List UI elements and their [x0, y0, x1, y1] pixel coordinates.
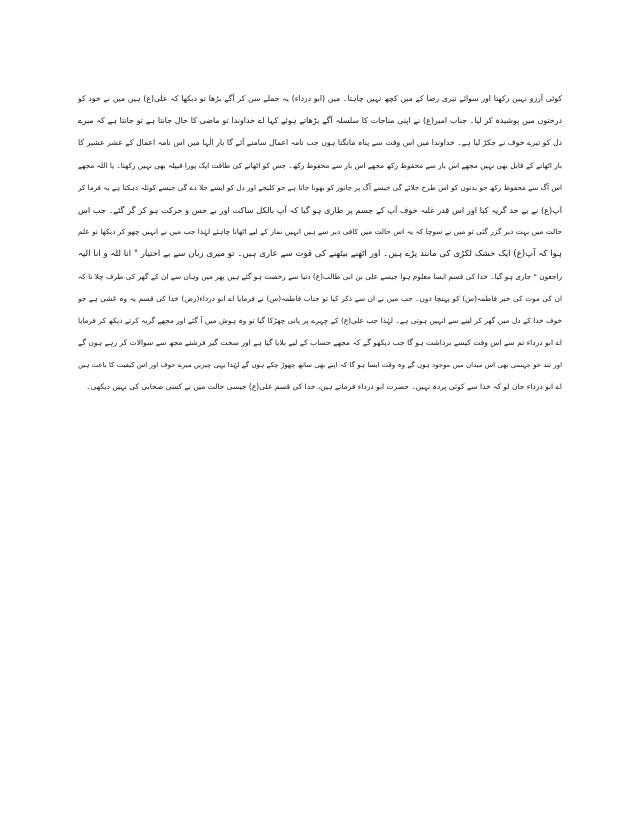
- text-line: درختوں میں پوشیدہ کر لیا۔ جناب امیر(ع) نے اپنی مناجات کا سلسلہ آگے بڑھاتے ہوئے کہا اے خداوندا تو ماضی کا حال جانتا ہے تو جانتا ہے کہ میرے: [78, 116, 562, 126]
- text-line: ہوا کہ آپ(ع) ایک خشک لکڑی کی مانند پڑے ہیں۔ اور اٹھنے بیٹھنے کی قوت سے عاری ہیں۔ تو میری زبان سے بے اختیار " انا للہ و انا الیہ: [78, 249, 562, 260]
- text-line: کوئی آرزو نہیں رکھتا اور سوائے تیری رضا کے میں کچھ نہیں چاہتا۔ میں (ابو درداء) یہ جملے سن کر آگے بڑھا تو دیکھا کہ علی(ع) ہیں میں نے خود کو: [78, 94, 562, 103]
- text-line: ان کی موت کی خبر فاطمہ(س) کو پہنچا دوں۔ جب میں نے ان سے ذکر کیا تو جناب فاطمہ(س) نے فرمایا اے ابو درداء(رض) خدا کی قسم یہ وہ غشی ہے جو: [78, 293, 562, 303]
- text-line: اے ابو درداء جان لو کہ خدا سے کوئی پردہ نہیں۔ حضرت ابو درداء فرماتے ہیں، خدا کی قسم علی(ع) جیسی حالت میں نے کسی صحابی کی نہیں دیکھی۔: [86, 382, 562, 392]
- text-line: اور تند خو جہنمی بھی اس میدان میں موجود ہوں گے وہ وقت ایسا ہو گا کہ اپنے بھی ساتھ چھوڑ چکے ہوں گے لہٰذا یہی چیزیں میرے خوف اور اس کیفیت کا باعث ہیں: [78, 361, 562, 370]
- urdu-text-body: [78, 88, 562, 399]
- text-line: حالت میں بہت دیر گزر گئی تو میں نے سوچا کہ یہ اس حالت میں کافی دیر سے ہیں انہیں نماز کے لیے اٹھانا چاہئے لہٰذا جب میں نے انہیں چھو کر دیکھا تو علم: [78, 227, 562, 237]
- text-line: بار اٹھانے کے قابل بھی نہیں مجھے اس بار سے محفوظ رکھ مجھے اس بار سے محفوظ رکھ۔ جس کو اٹھانے کی طاقت ایک پورا قبیلہ بھی نہیں رکھتا۔ یا اللہ مجھے: [78, 160, 562, 170]
- text-line: راجعون " جاری ہو گیا۔ خدا کی قسم ایسا معلوم ہوا جیسے علی بن ابی طالب(ع) دنیا سے رخصت ہو گئے ہیں پھر میں وہاں سے ان کے گھر کی طرف چلا تا کہ: [78, 271, 562, 281]
- text-line: آپ(ع) نے بے حد گریہ کیا اور اس قدر غلبہ خوف آپ کے جسم پر طاری ہو گیا کہ آپ بالکل ساکت اور بے حس و حرکت ہو کر گر گئے۔ جب اس: [78, 204, 562, 215]
- text-line: اے ابو درداء تم سے اس وقت کیسے برداشت ہو گا جب دیکھو گے کہ مجھے حساب کے لیے بلایا گیا ہے اور سخت گیر فرشتے مجھ سے سوالات کر رہے ہوں گے: [78, 338, 562, 348]
- text-line: دل کو تیرے خوف نے جکڑ لیا ہے۔ خداوندا میں اس وقت سے پناہ مانگتا ہوں جب نامہ اعمال سامنے آئے گا بار الٰہا میں اس نامہ اعمال کے عشر عشیر کا: [78, 138, 562, 148]
- text-line: خوف خدا کے دل میں گھر کر لینے سے انہیں ہوتی ہے۔ لہٰذا جب علی(ع) کے چہرے پر پانی چھڑکا گیا تو وہ ہوش میں آ گئے اور مجھے گریہ کرتے دیکھ کر فرمایا: [78, 315, 562, 325]
- text-line: اس آگ سے محفوظ رکھ جو بدنوں کو اس طرح جلائے گی جیسے آگ پر جانور کو بھونا جاتا ہے جو کلیجے اور دل کو ایسے جلا دے گی جیسے کوئلہ دہکتا ہے یہ فرما کر: [78, 182, 562, 192]
